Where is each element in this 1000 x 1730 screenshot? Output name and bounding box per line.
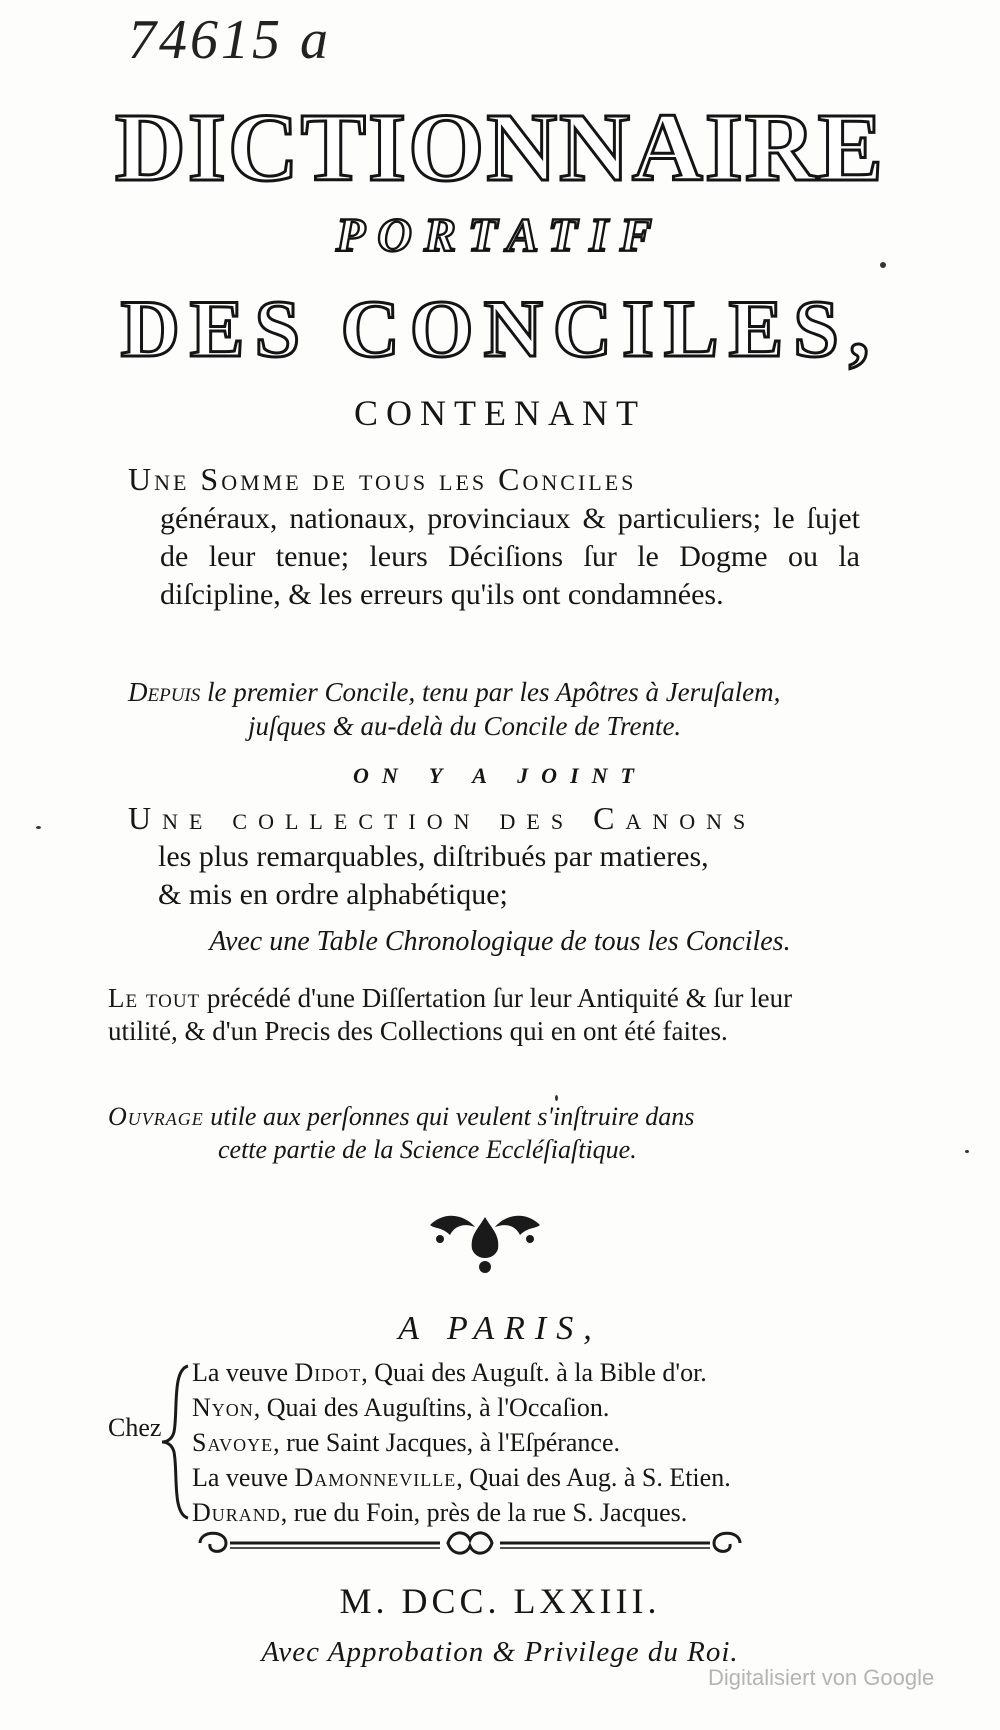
collection-line-2: & mis en ordre alphabétique; [158, 878, 508, 911]
ink-speck [965, 1150, 969, 1153]
chronological-table-note: Avec une Table Chronologique de tous les Conciles. [209, 926, 791, 957]
ornamental-rule [190, 1528, 750, 1558]
ouvrage-line-2: cette partie de la Science Eccléſiaſtique. [218, 1135, 637, 1164]
handwritten-shelfmark: 74615 a [128, 9, 331, 71]
on-y-a-joint: ON Y A JOINT [353, 763, 647, 788]
depuis-lead: Depuis [128, 677, 201, 707]
le-tout-paragraph [108, 982, 868, 1048]
depuis-paragraph [128, 675, 868, 709]
ouvrage-line-1: utile aux perſonnes qui veulent s'inſtruire dans [210, 1102, 695, 1131]
ink-speck [36, 826, 41, 829]
bookseller-list [192, 1355, 731, 1530]
bookseller-entry: La veuve Didot, Quai des Auguſt. à la Bible d'or. [192, 1358, 707, 1387]
bookseller-entry: La veuve Damonneville, Quai des Aug. à S. Etien. [192, 1463, 731, 1492]
ink-speck [880, 262, 886, 268]
bookseller-entry: Nyon, Quai des Auguſtins, à l'Occaſion. [192, 1393, 610, 1422]
bookseller-entry: Durand, rue du Foin, près de la rue S. Jacques. [192, 1498, 688, 1527]
approbation-line: Avec Approbation & Privilege du Roi. [261, 1636, 739, 1668]
depuis-line-2: juſques & au-delà du Concile de Trente. [248, 711, 682, 741]
le-tout-lead: Le tout [108, 983, 201, 1013]
ink-speck [555, 1095, 558, 1101]
somme-heading: Une Somme de tous les Conciles [128, 461, 637, 497]
publication-date: M. DCC. LXXIII. [339, 1581, 661, 1621]
le-tout-text: précédé d'une Diſſertation ſur leur Antiquité & ſur leur utilité, & d'un Precis des Collections qui en ont été faites. [108, 983, 793, 1046]
title-line-1: DICTIONNAIRE [114, 94, 885, 202]
collection-heading: Une collection des Canons [128, 800, 757, 836]
bookseller-brace [158, 1362, 192, 1522]
chez-label: Chez [108, 1413, 162, 1442]
ouvrage-paragraph [108, 1100, 868, 1166]
ouvrage-lead: Ouvrage [108, 1102, 204, 1131]
title-line-2: PORTATIF [335, 209, 665, 262]
imprint-city: A PARIS, [398, 1310, 602, 1347]
collection-line-1: les plus remarquables, diſtribués par matieres, [158, 840, 709, 873]
fleuron-ornament [420, 1205, 550, 1275]
somme-body: généraux, nationaux, provinciaux & particuliers; le ſujet de leur tenue; leurs Déciſions ſur le Dogme ou la diſcipline, & les erreurs qu'ils ont condamnées. [160, 502, 860, 611]
collection-body [158, 838, 878, 914]
contenant-heading: CONTENANT [354, 393, 646, 433]
title-line-3: DES CONCILES, [120, 283, 880, 374]
depuis-line-1: le premier Concile, tenu par les Apôtres à Jeruſalem, [207, 677, 781, 707]
digitization-watermark: Digitalisiert von Google [708, 1665, 935, 1690]
bookseller-entry: Savoye, rue Saint Jacques, à l'Eſpérance. [192, 1428, 621, 1457]
